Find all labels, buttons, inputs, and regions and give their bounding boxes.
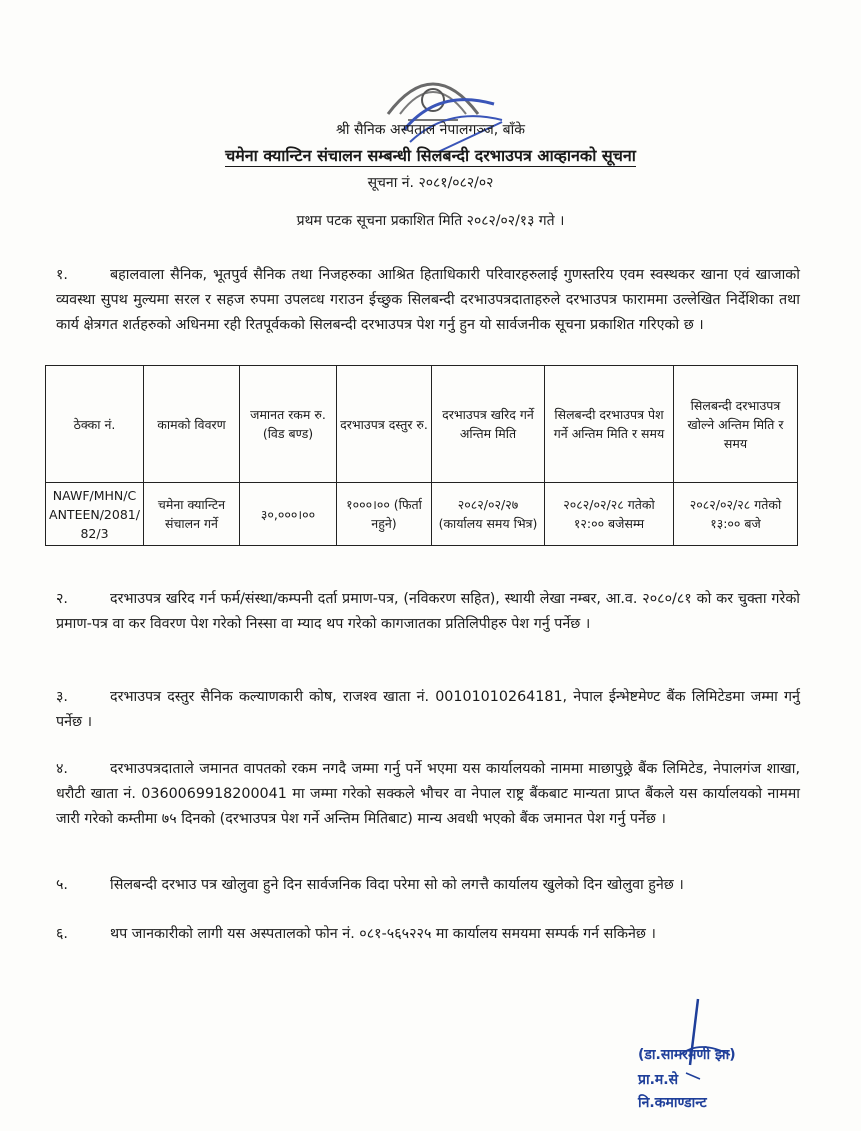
table-row — [46, 483, 798, 546]
notice-number: सूचना नं. २०८१/०८२/०२ — [367, 175, 494, 191]
paragraph-1 — [56, 263, 800, 338]
signatory-role: नि.कमाण्डान्ट — [638, 1095, 707, 1111]
cell-opening-date: २०८२/०२/२८ गतेको १३:०० बजे — [674, 483, 798, 546]
paragraph-2-text: दरभाउपत्र खरिद गर्न फर्म/संस्था/कम्पनी दर्ता प्रमाण-पत्र, (नविकरण सहित), स्थायी लेखा नम्बर, आ.व. २०८०/८१ को कर चुक्ता गरेको प्रमाण-पत्र वा कर विवरण पेश गरेको निस्सा वा म्याद थप गरेको कागजातका प्रतिलिपीहरु पेश गर्नु पर्नेछ । — [56, 591, 800, 632]
notice-title — [0, 144, 861, 166]
table-header-row — [46, 366, 798, 483]
cell-bid-fee: १०००।०० (फिर्ता नहुने) — [337, 483, 432, 546]
paragraph-3-number: ३. — [56, 689, 68, 705]
cell-purchase-deadline: २०८२/०२/२७ (कार्यालय समय भित्र) — [432, 483, 545, 546]
office-name: श्री सैनिक अस्पताल नेपालगञ्ज, बाँके — [335, 122, 526, 138]
col-header-bid-bond: जमानत रकम रु. (विड बण्ड) — [240, 366, 337, 483]
paragraph-1-text: बहालवाला सैनिक, भूतपुर्व सैनिक तथा निजहरुका आश्रित हिताधिकारी परिवारहरुलाई गुणस्तरिय एवम स्वस्थकर खाना एवं खाजाको व्यवस्था सुपथ मुल्यमा सरल र सहज रुपमा उपलव्ध गराउन ईच्छुक सिलबन्दी दरभाउपत्रदाताहरुले दरभाउपत्र फाराममा उल्लेखित निर्देशिका तथा कार्य क्षेत्रगत शर्तहरुको अधिनमा रही रितपूर्वकको सिलबन्दी दरभाउपत्र पेश गर्नु हुन यो सार्वजनीक सूचना प्रकाशित गरिएको छ । — [56, 267, 800, 333]
publish-date: प्रथम पटक सूचना प्रकाशित मिति २०८२/०२/१३ गते । — [296, 213, 565, 229]
col-header-bid-fee: दरभाउपत्र दस्तुर रु. — [337, 366, 432, 483]
signatory-name: (डा.सामरमणी झा) — [638, 1047, 736, 1063]
notice-title-text: चमेना क्यान्टिन संचालन सम्बन्धी सिलबन्दी दरभाउपत्र आव्हानको सूचना — [225, 146, 636, 165]
cell-contract-no: NAWF/MHN/CANTEEN/2081/82/3 — [46, 483, 144, 546]
col-header-work-description: कामको विवरण — [144, 366, 240, 483]
paragraph-1-number: १. — [56, 267, 68, 283]
paragraph-6 — [56, 922, 800, 947]
paragraph-4 — [56, 757, 800, 832]
paragraph-2 — [56, 587, 800, 637]
col-header-purchase-deadline: दरभाउपत्र खरिद गर्ने अन्तिम मिति — [432, 366, 545, 483]
paragraph-3 — [56, 685, 800, 735]
signatory-title: प्रा.म.से — [638, 1072, 679, 1088]
paragraph-3-text: दरभाउपत्र दस्तुर सैनिक कल्याणकारी कोष, राजश्व खाता नं. 00101010264181, नेपाल ईन्भेष्टमेण्ट बैंक लिमिटेडमा जम्मा गर्नु पर्नेछ । — [56, 689, 800, 730]
paragraph-6-text: थप जानकारीको लागी यस अस्पतालको फोन नं. ०८१-५६५२२५ मा कार्यालय समयमा सम्पर्क गर्न सकिनेछ । — [110, 926, 656, 942]
cell-submission-deadline: २०८२/०२/२८ गतेको १२:०० बजेसम्म — [545, 483, 674, 546]
paragraph-4-text: दरभाउपत्रदाताले जमानत वापतको रकम नगदै जम्मा गर्नु पर्ने भएमा यस कार्यालयको नाममा माछापुछ्रे बैंक लिमिटेड, नेपालगंज शाखा, धरौटी खाता नं. 0360069918200041 मा जम्मा गरेको सक्कले भौचर वा नेपाल राष्ट्र बैंकबाट मान्यता प्राप्त बैंकले यस कार्यालयको नाममा जारी गरेको कम्तीमा ७५ दिनको (दरभाउपत्र पेश गर्ने अन्तिम मितिबाट) मान्य अवधी भएको बैंक जमानत पेश गर्नु पर्नेछ । — [56, 761, 800, 827]
paragraph-5-text: सिलबन्दी दरभाउ पत्र खोलुवा हुने दिन सार्वजनिक विदा परेमा सो को लगत्तै कार्यालय खुलेको दिन खोलुवा हुनेछ । — [110, 877, 684, 893]
col-header-submission-deadline: सिलबन्दी दरभाउपत्र पेश गर्ने अन्तिम मिति र समय — [545, 366, 674, 483]
col-header-contract-no: ठेक्का नं. — [46, 366, 144, 483]
paragraph-2-number: २. — [56, 591, 68, 607]
paragraph-5 — [56, 873, 800, 898]
cell-work-description: चमेना क्यान्टिन संचालन गर्ने — [144, 483, 240, 546]
col-header-opening-date: सिलबन्दी दरभाउपत्र खोल्ने अन्तिम मिति र समय — [674, 366, 798, 483]
cell-bid-bond: ३०,०००।०० — [240, 483, 337, 546]
paragraph-4-number: ४. — [56, 761, 68, 777]
paragraph-5-number: ५. — [56, 877, 68, 893]
bid-table — [45, 365, 798, 546]
paragraph-6-number: ६. — [56, 926, 68, 942]
